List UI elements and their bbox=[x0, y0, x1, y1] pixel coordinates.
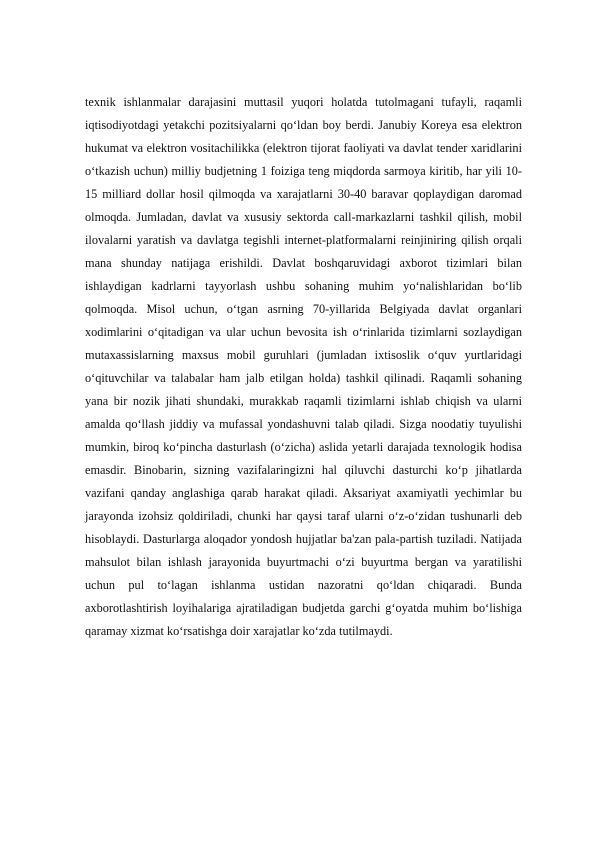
body-paragraph: texnik ishlanmalar darajasini muttasil yuqori holatda tutolmagani tufayli, raqamli iqtisodiyotdagi yetakchi pozitsiyalarni qo‘ldan boy berdi. Janubiy Koreya esa elektron hukumat va elektron vositachilikka (elektron tijorat faoliyati va davlat tender xaridlarini o‘tkazish uchun) milliy budjetning 1 foiziga teng miqdorda sarmoya kiritib, har yili 10-15 milliard dollar hosil qilmoqda va xarajatlarni 30-40 baravar qoplaydigan daromad olmoqda. Jumladan, davlat va xususiy sektorda call-markazlarni tashkil qilish, mobil ilovalarni yaratish va davlatga tegishli internet-platformalarni reinjiniring qilish orqali mana shunday natijaga erishildi. Davlat boshqaruvidagi axborot tizimlari bilan ishlaydigan kadrlarni tayyorlash ushbu sohaning muhim yo‘nalishlaridan bo‘lib qolmoqda. Misol uchun, o‘tgan asrning 70-yillarida Belgiyada davlat organlari xodimlarini o‘qitadigan va ular uchun bevosita ish o‘rinlarida tizimlarni sozlaydigan mutaxassislarning maxsus mobil guruhlari (jumladan ixtisoslik o‘quv yurtlaridagi o‘qituvchilar va talabalar ham jalb etilgan holda) tashkil qilinadi. Raqamli sohaning yana bir nozik jihati shundaki, murakkab raqamli tizimlarni ishlab chiqish va ularni amalda qo‘llash jiddiy va mufassal yondashuvni talab qiladi. Sizga noodatiy tuyulishi mumkin, biroq ko‘pincha dasturlash (o‘zicha) aslida yetarli darajada texnologik hodisa emasdir. Binobarin, sizning vazifalaringizni hal qiluvchi dasturchi ko‘p jihatlarda vazifani qanday anglashiga qarab harakat qiladi. Aksariyat axamiyatli yechimlar bu jarayonda izohsiz qoldiriladi, chunki har qaysi taraf ularni o‘z-o‘zidan tushunarli deb hisoblaydi. Dasturlarga aloqador yondosh hujjatlar ba'zan pala-partish tuziladi. Natijada mahsulot bilan ishlash jarayonida buyurtmachi o‘zi buyurtma bergan va yaratilishi uchun pul to‘lagan ishlanma ustidan nazoratni qo‘ldan chiqaradi. Bunda axborotlashtirish loyihalariga ajratiladigan budjetda garchi g‘oyatda muhim bo‘lishiga qaramay xizmat ko‘rsatishga doir xarajatlar ko‘zda tutilmaydi. bbox=[85, 95, 522, 638]
